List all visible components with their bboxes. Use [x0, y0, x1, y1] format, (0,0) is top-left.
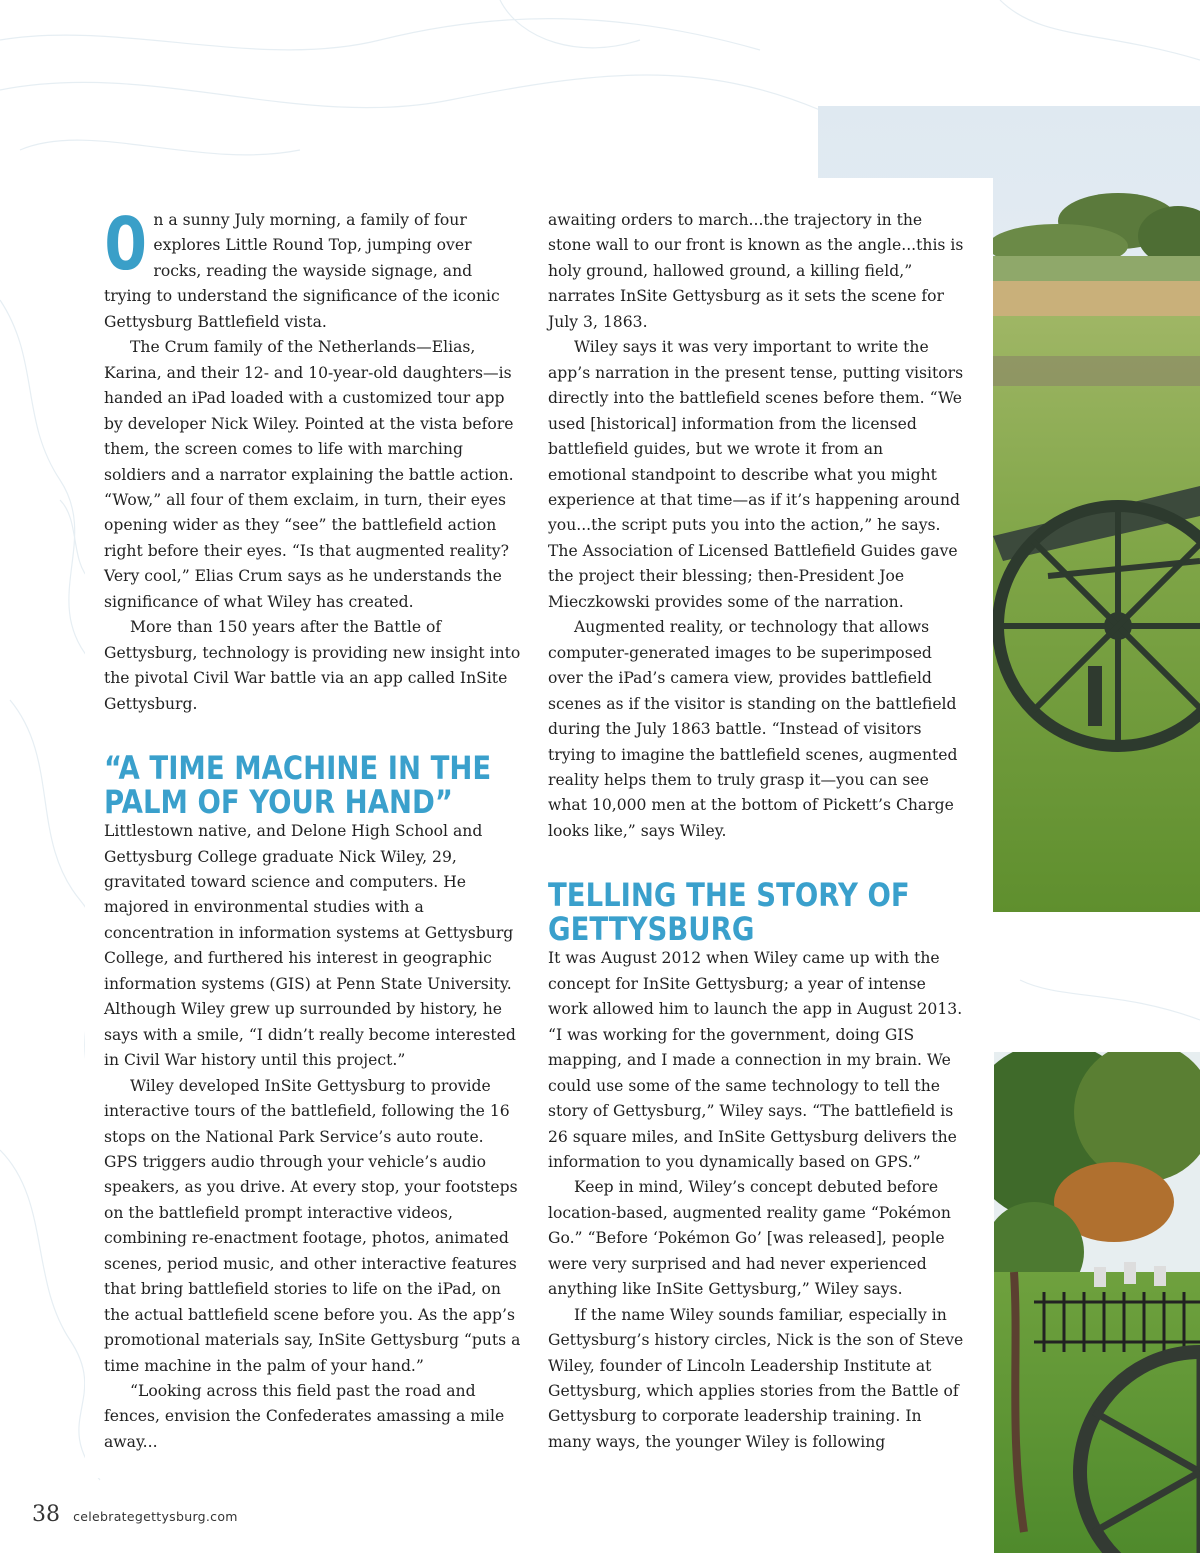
- article-column-right: [548, 208, 966, 1455]
- article-column-left: [104, 202, 522, 1455]
- page-number: 38: [32, 1502, 60, 1527]
- cemetery-cannon-photo: [994, 1052, 1200, 1553]
- section-heading-time-machine: “A TIME MACHINE IN THE PALM OF YOUR HAND”: [104, 749, 492, 822]
- paragraph: Wiley developed InSite Gettysburg to provide interactive tours of the battlefield, following the 16 stops on the National Park Service’s auto route. GPS triggers audio through your vehicle’s audio speakers, as you drive. At every stop, your footsteps on the battlefield prompt interactive videos, combining re-enactment footage, photos, animated scenes, period music, and other interactive features that bring battlefield stories to life on the iPad, on the actual battlefield scene before you. As the app’s promotional materials say, InSite Gettysburg “puts a time machine in the palm of your hand.”: [104, 1076, 521, 1375]
- drop-cap: O: [104, 202, 146, 286]
- paragraph: If the name Wiley sounds familiar, especially in Gettysburg’s history circles, Nick is the son of Steve Wiley, founder of Lincoln Leadership Institute at Gettysburg, which applies stories from the Battle of Gettysburg to corporate leadership training. In many ways, the younger Wiley is following: [548, 1305, 964, 1451]
- section-heading-telling-the-story: TELLING THE STORY OF GETTYSBURG: [548, 876, 910, 949]
- paragraph: On a sunny July morning, a family of four explores Little Round Top, jumping over rocks, reading the wayside signage, and trying to understand the significance of the iconic Gettysburg Battlefield vista.: [104, 202, 500, 331]
- paragraph: “Looking across this field past the road and fences, envision the Confederates amassing a mile away...: [104, 1382, 505, 1451]
- paragraph: Littlestown native, and Delone High School and Gettysburg College graduate Nick Wiley, 29, gravitated toward science and computers. He majored in environmental studies with a concentration in information systems at Gettysburg College, and furthered his interest in geographic information systems (GIS) at Penn State University. Although Wiley grew up surrounded by history, he says with a smile, “I didn’t really become interested in Civil War history until this project.”: [104, 822, 516, 1070]
- paragraph: awaiting orders to march...the trajectory in the stone wall to our front is known as the angle...this is holy ground, hallowed ground, a killing field,” narrates InSite Gettysburg as it sets the scene for July 3, 1863.: [548, 211, 964, 331]
- page-footer: [32, 1502, 238, 1527]
- paragraph: More than 150 years after the Battle of Gettysburg, technology is providing new insight into the pivotal Civil War battle via an app called InSite Gettysburg.: [104, 618, 521, 713]
- paragraph: Wiley says it was very important to write the app’s narration in the present tense, putting visitors directly into the battlefield scenes before them. “We used [historical] information from the licensed battlefield guides, but we wrote it from an emotional standpoint to describe what you might experience at that time—as if it’s happening around you...the script puts you into the action,” he says. The Association of Licensed Battlefield Guides gave the project their blessing; then-President Joe Mieczkowski provides some of the narration.: [548, 338, 964, 611]
- paragraph: Keep in mind, Wiley’s concept debuted before location-based, augmented reality game “Pokémon Go.” “Before ‘Pokémon Go’ [was released], people were very surprised and had never experienced anything like InSite Gettysburg,” Wiley says.: [548, 1178, 951, 1299]
- website-url: celebrategettysburg.com: [73, 1509, 238, 1524]
- paragraph: Augmented reality, or technology that allows computer-generated images to be superimposed over the iPad’s camera view, provides battlefield scenes as if the visitor is standing on the battlefield during the July 1863 battle. “Instead of visitors trying to imagine the battlefield scenes, augmented reality helps them to truly grasp it—you can see what 10,000 men at the bottom of Pickett’s Charge looks like,” says Wiley.: [548, 618, 958, 840]
- paragraph: It was August 2012 when Wiley came up with the concept for InSite Gettysburg; a year of intense work allowed him to launch the app in August 2013. “I was working for the government, doing GIS mapping, and I made a connection in my brain. We could use some of the same technology to tell the story of Gettysburg,” Wiley says. “The battlefield is 26 square miles, and InSite Gettysburg delivers the information to you dynamically based on GPS.”: [548, 949, 963, 1171]
- paragraph: The Crum family of the Netherlands—Elias, Karina, and their 12- and 10-year-old daughters—is handed an iPad loaded with a customized tour app by developer Nick Wiley. Pointed at the vista before them, the screen comes to life with marching soldiers and a narrator explaining the battle action. “Wow,” all four of them exclaim, in turn, their eyes opening wider as they “see” the battlefield action right before their eyes. “Is that augmented reality? Very cool,” Elias Crum says as he understands the significance of what Wiley has created.: [104, 338, 514, 611]
